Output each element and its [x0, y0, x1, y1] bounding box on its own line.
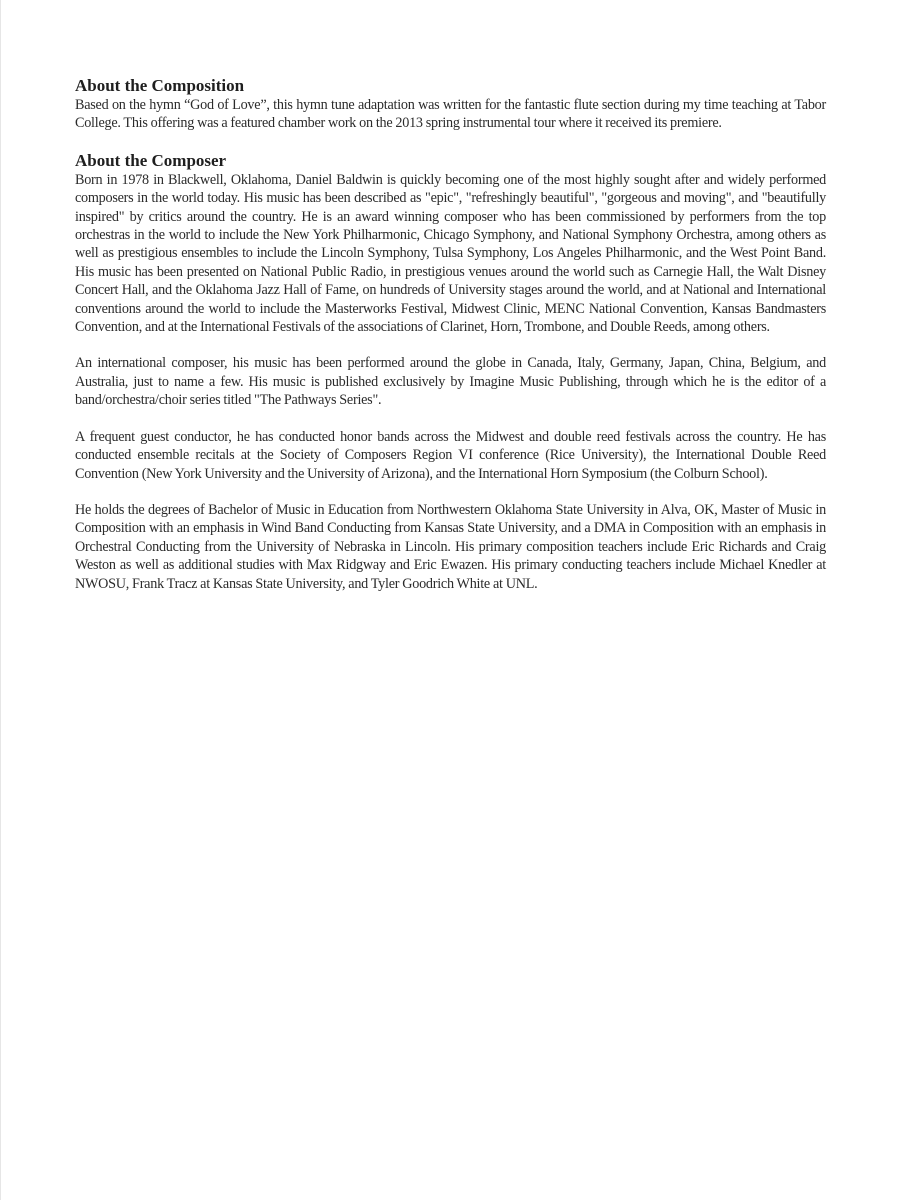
paragraph-spacer — [75, 410, 826, 428]
composer-conductor-paragraph: A frequent guest conductor, he has conducted honor bands across the Midwest and double reed festivals across the country. He has conducted ensemble recitals at the Society of Composers Region VI conference (Rice University), the International Double Reed Convention (New York University and the University of Arizona), and the International Horn Symposium (the Colburn School). — [75, 428, 826, 482]
page-edge — [0, 0, 1, 1200]
section-spacer — [75, 133, 826, 151]
composer-international-paragraph: An international composer, his music has been performed around the globe in Canada, Italy, Germany, Japan, China, Belgium, and Australia, just to name a few. His music is published exclusively by Imagine Music Publishing, through which he is the editor of a band/orchestra/choir series titled "The Pathways Series". — [75, 355, 826, 409]
about-composition-heading: About the Composition — [75, 76, 245, 95]
paragraph-spacer — [75, 336, 826, 354]
paragraph-spacer — [75, 483, 826, 501]
about-composer-section — [75, 151, 826, 593]
about-composer-heading: About the Composer — [75, 150, 227, 170]
composer-degrees-paragraph: He holds the degrees of Bachelor of Music in Education from Northwestern Oklahoma State University in Alva, OK, Master of Music in Composition with an emphasis in Wind Band Conducting from Kansas State University, and a DMA in Composition with an emphasis in Orchestral Conducting from the University of Nebraska in Lincoln. His primary composition teachers include Eric Richards and Craig Weston as well as additional studies with Max Ridgway and Eric Ewazen. His primary conducting teachers include Michael Knedler at NWOSU, Frank Tracz at Kansas State University, and Tyler Goodrich White at UNL. — [75, 501, 826, 592]
about-composition-section — [75, 76, 826, 133]
document-page — [75, 76, 826, 593]
about-composition-text: Based on the hymn “God of Love”, this hymn tune adaptation was written for the fantastic flute section during my time teaching at Tabor College. This offering was a featured chamber work on the 2013 spring instrumental tour where it received its premiere. — [75, 97, 826, 132]
composer-bio-paragraph: Born in 1978 in Blackwell, Oklahoma, Daniel Baldwin is quickly becoming one of the most highly sought after and widely performed composers in the world today. His music has been described as "epic", "refreshingly beautiful", "gorgeous and moving", and "beautifully inspired" by critics around the country. He is an award winning composer who has been commissioned by performers from the top orchestras in the world to include the New York Philharmonic, Chicago Symphony, and National Symphony Orchestra, among others as well as prestigious ensembles to include the Lincoln Symphony, Tulsa Symphony, Los Angeles Philharmonic, and the West Point Band. His music has been presented on National Public Radio, in prestigious venues around the world such as Carnegie Hall, the Walt Disney Concert Hall, and the Oklahoma Jazz Hall of Fame, on hundreds of University stages around the world, and at National and International conventions around the world to include the Masterworks Festival, Midwest Clinic, MENC National Convention, Kansas Bandmasters Convention, and at the International Festivals of the associations of Clarinet, Horn, Trombone, and Double Reeds, among others. — [75, 171, 826, 336]
